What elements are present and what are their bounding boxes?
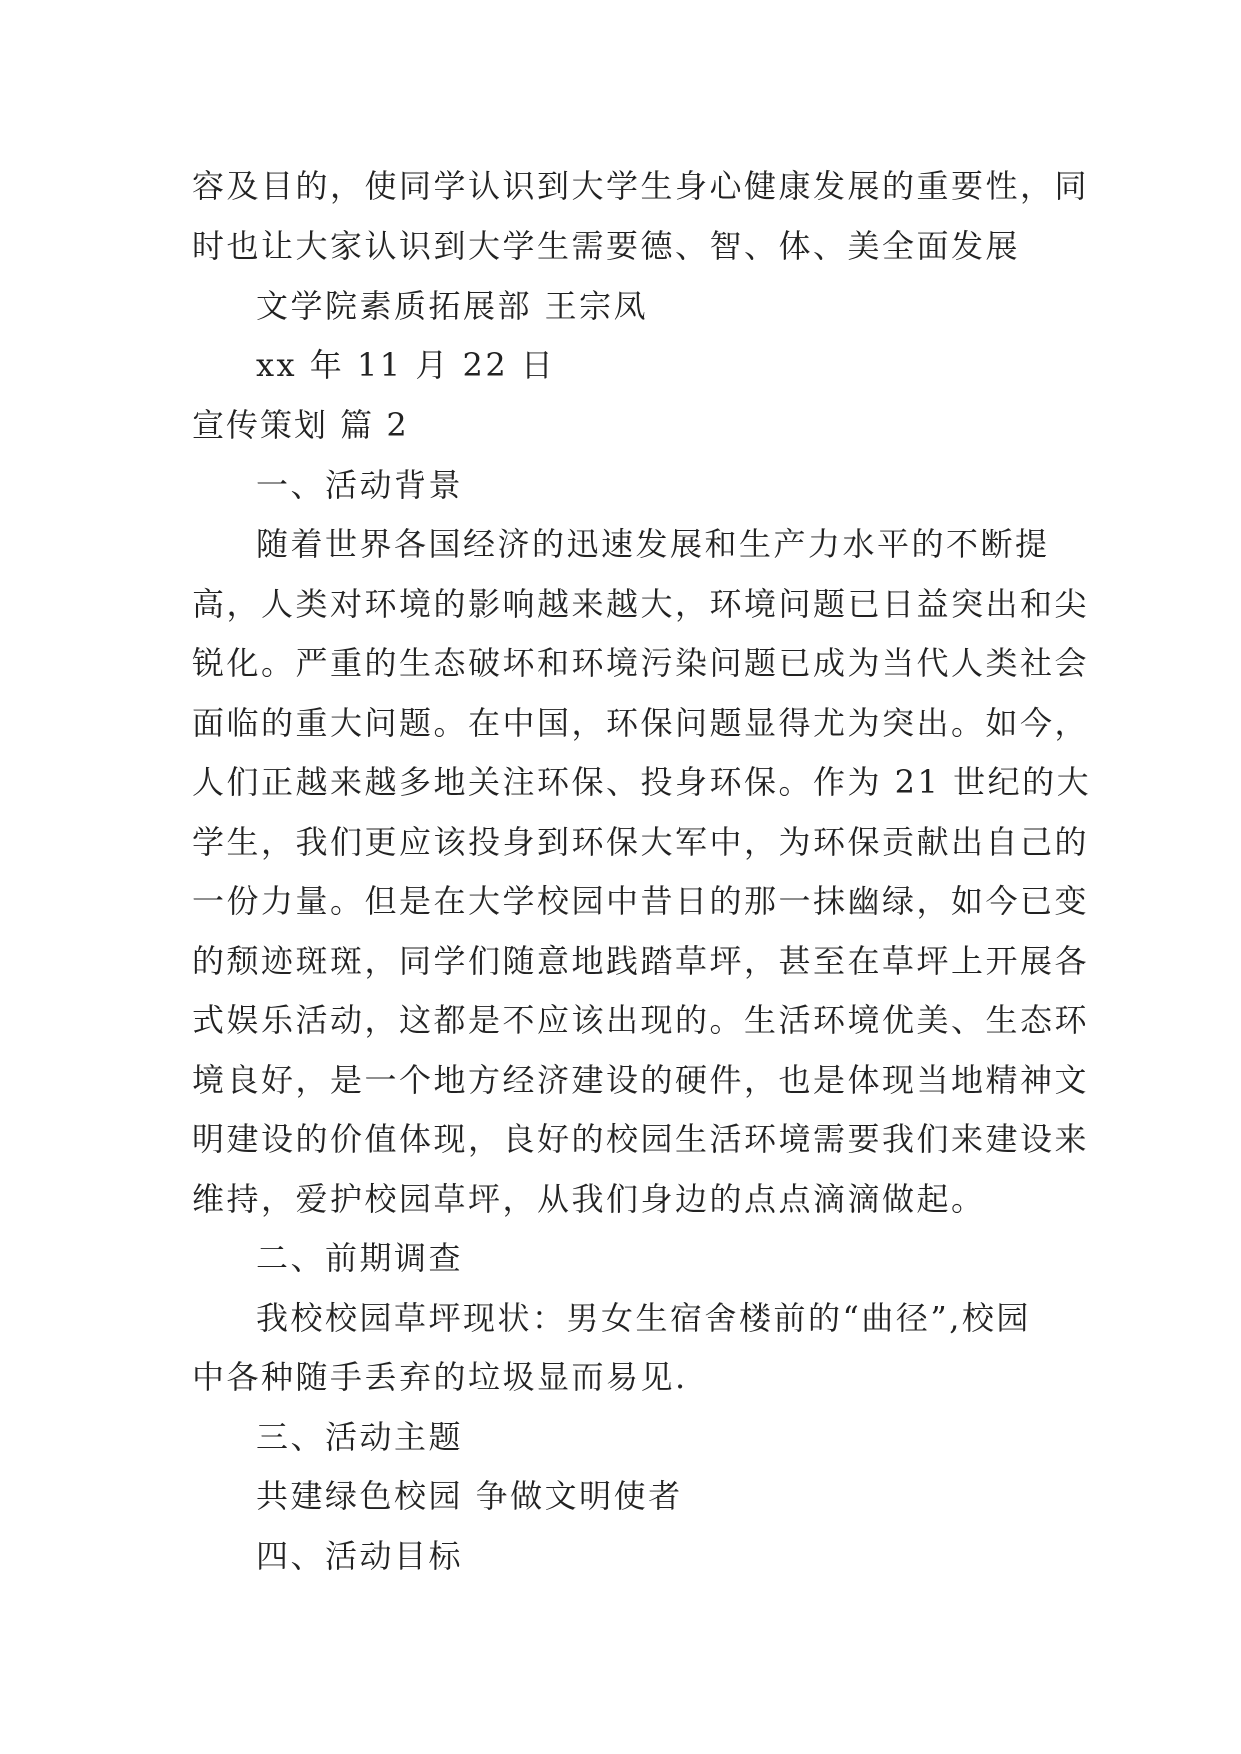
paragraph-line: 一份力量。但是在大学校园中昔日的那一抹幽绿，如今已变	[192, 882, 1090, 920]
paragraph-line: 式娱乐活动，这都是不应该出现的。生活环境优美、生态环	[192, 1001, 1090, 1039]
section-heading: 二、前期调查	[256, 1239, 464, 1277]
paragraph-line: 我校校园草坪现状：男女生宿舍楼前的“曲径”,校园	[256, 1299, 1031, 1337]
paragraph-line: 面临的重大问题。在中国，环保问题显得尤为突出。如今，	[192, 704, 1090, 742]
paragraph-line: 明建设的价值体现，良好的校园生活环境需要我们来建设来	[192, 1120, 1090, 1158]
paragraph-line: 学生，我们更应该投身到环保大军中，为环保贡献出自己的	[192, 823, 1090, 861]
activity-theme: 共建绿色校园 争做文明使者	[256, 1477, 683, 1515]
signature-date: xx 年 11 月 22 日	[256, 346, 556, 384]
paragraph-line: 时也让大家认识到大学生需要德、智、体、美全面发展	[192, 227, 1021, 265]
signature-department: 文学院素质拓展部 王宗凤	[256, 287, 649, 325]
section-heading: 一、活动背景	[256, 466, 464, 504]
paragraph-line: 境良好，是一个地方经济建设的硬件，也是体现当地精神文	[192, 1061, 1090, 1099]
section-heading: 三、活动主题	[256, 1418, 464, 1456]
section-heading: 四、活动目标	[256, 1537, 464, 1575]
section-title: 宣传策划 篇 2	[192, 406, 409, 444]
paragraph-line: 高，人类对环境的影响越来越大，环境问题已日益突出和尖	[192, 585, 1090, 623]
paragraph-line: 的颓迹斑斑，同学们随意地践踏草坪，甚至在草坪上开展各	[192, 942, 1090, 980]
paragraph-line: 中各种随手丢弃的垃圾显而易见.	[192, 1358, 688, 1396]
paragraph-line: 人们正越来越多地关注环保、投身环保。作为 21 世纪的大	[192, 763, 1092, 801]
paragraph-line: 随着世界各国经济的迅速发展和生产力水平的不断提	[256, 525, 1050, 563]
paragraph-line: 锐化。严重的生态破坏和环境污染问题已成为当代人类社会	[192, 644, 1090, 682]
paragraph-line: 维持，爱护校园草坪，从我们身边的点点滴滴做起。	[192, 1180, 986, 1218]
paragraph-line: 容及目的，使同学认识到大学生身心健康发展的重要性，同	[192, 167, 1090, 205]
